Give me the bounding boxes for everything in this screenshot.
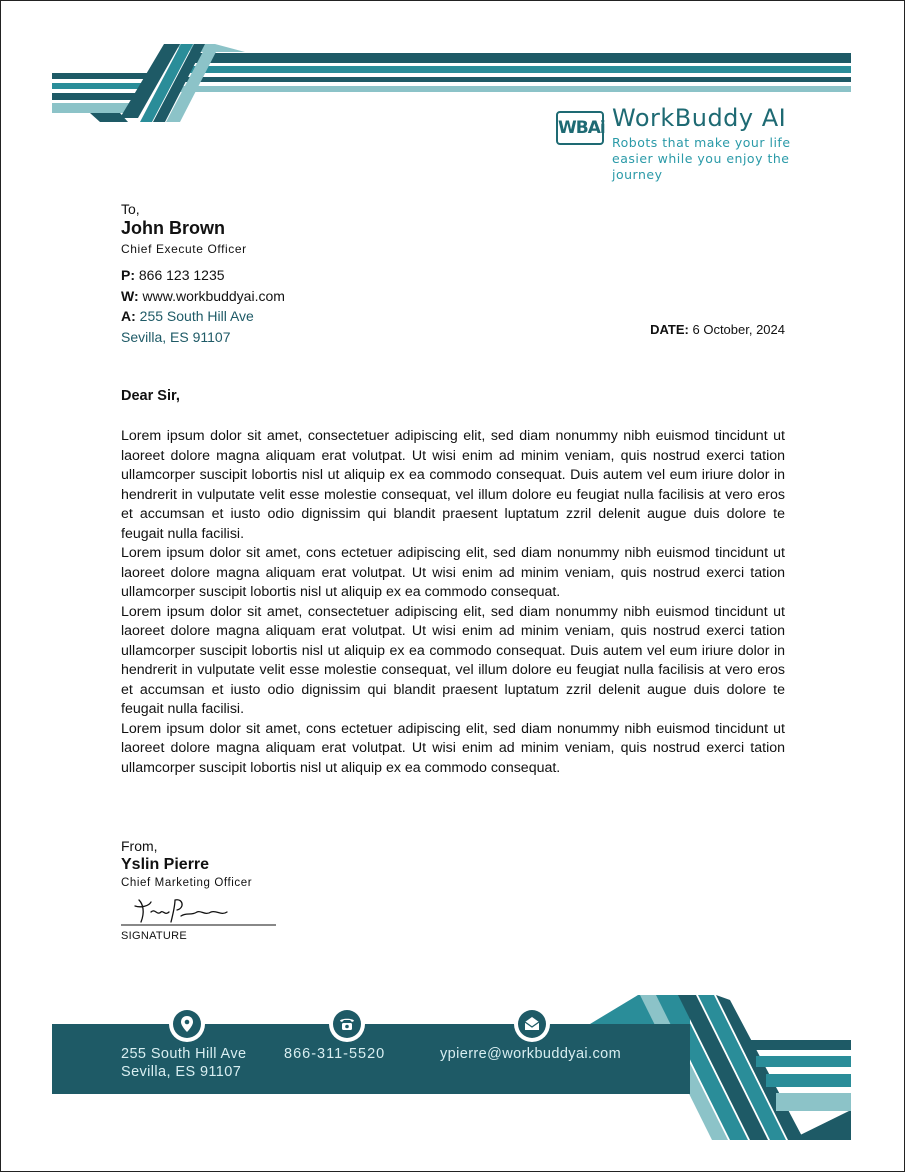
footer-bar-3 (766, 1074, 851, 1087)
letter-body (121, 427, 785, 778)
date-value: 6 October, 2024 (692, 322, 785, 337)
sender-name: Yslin Pierre (121, 856, 210, 873)
footer-bar-2 (756, 1056, 851, 1067)
left-bar-2 (52, 83, 144, 89)
brand-logo: WBAi (556, 111, 604, 145)
header-bar-dark-2 (185, 77, 851, 82)
footer-address-line-2: Sevilla, ES 91107 (121, 1064, 242, 1080)
left-bar-1 (52, 73, 147, 79)
paragraph: Lorem ipsum dolor sit amet, consectetuer adipiscing elit, sed diam nonummy nibh euismod tincidunt ut laoreet dolore magna aliquam erat volutpat. Ut wisi enim ad minim veniam, quis nostrud exerci tation ullamcorper suscipit lobortis nisl ut aliquip ex ea commodo consequat. Duis autem vel eum iriure dolor in hendrerit in vulputate velit esse molestie consequat, vel illum dolore eu feugiat nulla facilisis at vero eros et accumsan et iusto odio dignissim qui blandit praesent luptatum zzril delenit augue duis dolore te feugait nulla facilisi. (121, 603, 785, 717)
location-pin-icon (169, 1006, 205, 1042)
web-value[interactable]: www.workbuddyai.com (142, 288, 285, 304)
envelope-icon (514, 1006, 550, 1042)
footer-address (121, 1045, 246, 1081)
header-bar-dark (195, 53, 851, 63)
address-label: A: (121, 308, 136, 324)
telephone-icon (329, 1006, 365, 1042)
footer-corner (790, 1110, 851, 1140)
paragraph: Lorem ipsum dolor sit amet, cons ectetuer adipiscing elit, sed diam nonummy nibh euismod tincidunt ut laoreet dolore magna aliquam erat volutpat. Ut wisi enim ad minim veniam, quis nostrud exerci tation ullamcorper suscipit lobortis nisl ut aliquip ex ea commodo consequat. (121, 720, 785, 776)
footer-address-line-1: 255 South Hill Ave (121, 1046, 247, 1062)
sender-title: Chief Marketing Officer (121, 877, 253, 889)
footer-bar-4 (776, 1093, 851, 1111)
left-bar-4 (52, 103, 132, 113)
signature-image (121, 892, 281, 928)
header-bar-light (180, 86, 851, 92)
recipient-address (121, 308, 254, 324)
address-line-1: 255 South Hill Ave (139, 308, 254, 324)
footer-bar-1 (746, 1040, 851, 1050)
left-bar-3 (52, 93, 140, 100)
salutation: Dear Sir, (121, 388, 180, 404)
from-label: From, (121, 838, 158, 854)
date-label: DATE: (650, 322, 689, 337)
paragraph: Lorem ipsum dolor sit amet, cons ectetuer adipiscing elit, sed diam nonummy nibh euismod tincidunt ut laoreet dolore magna aliquam erat volutpat. Ut wisi enim ad minim veniam, quis nostrud exerci tation ullamcorper suscipit lobortis nisl ut aliquip ex ea commodo consequat. (121, 545, 785, 600)
phone-value: 866 123 1235 (138, 267, 225, 283)
recipient-title: Chief Execute Officer (121, 242, 247, 256)
phone-label: P: (121, 267, 135, 283)
address-line-2: Sevilla, ES 91107 (121, 329, 231, 345)
letter-date (650, 322, 785, 337)
web-label: W: (121, 288, 139, 304)
brand-name: WorkBuddy AI (612, 104, 787, 132)
signature-label: SIGNATURE (121, 930, 188, 942)
to-label: To, (121, 201, 140, 217)
footer-phone[interactable]: 866-311-5520 (284, 1046, 386, 1062)
footer-email[interactable]: ypierre@workbuddyai.com (440, 1046, 622, 1062)
header-bar-mid (190, 66, 851, 73)
recipient-web (121, 288, 285, 304)
recipient-name: John Brown (121, 218, 225, 238)
brand-tagline: Robots that make your life easier while you enjoy the journey (612, 135, 791, 182)
paragraph: Lorem ipsum dolor sit amet, consectetuer adipiscing elit, sed diam nonummy nibh euismod tincidunt ut laoreet dolore magna aliquam erat volutpat. Ut wisi enim ad minim veniam, quis nostrud exerci tation ullamcorper suscipit lobortis nisl ut aliquip ex ea commodo consequat. Duis autem vel eum iriure dolor in hendrerit in vulputate velit esse molestie consequat, vel illum dolore eu feugiat nulla facilisis at vero eros et accumsan et iusto odio dignissim qui blandit praesent luptatum zzril delenit augue duis dolore te feugait nulla facilisi. (121, 428, 785, 542)
recipient-phone (121, 267, 225, 283)
